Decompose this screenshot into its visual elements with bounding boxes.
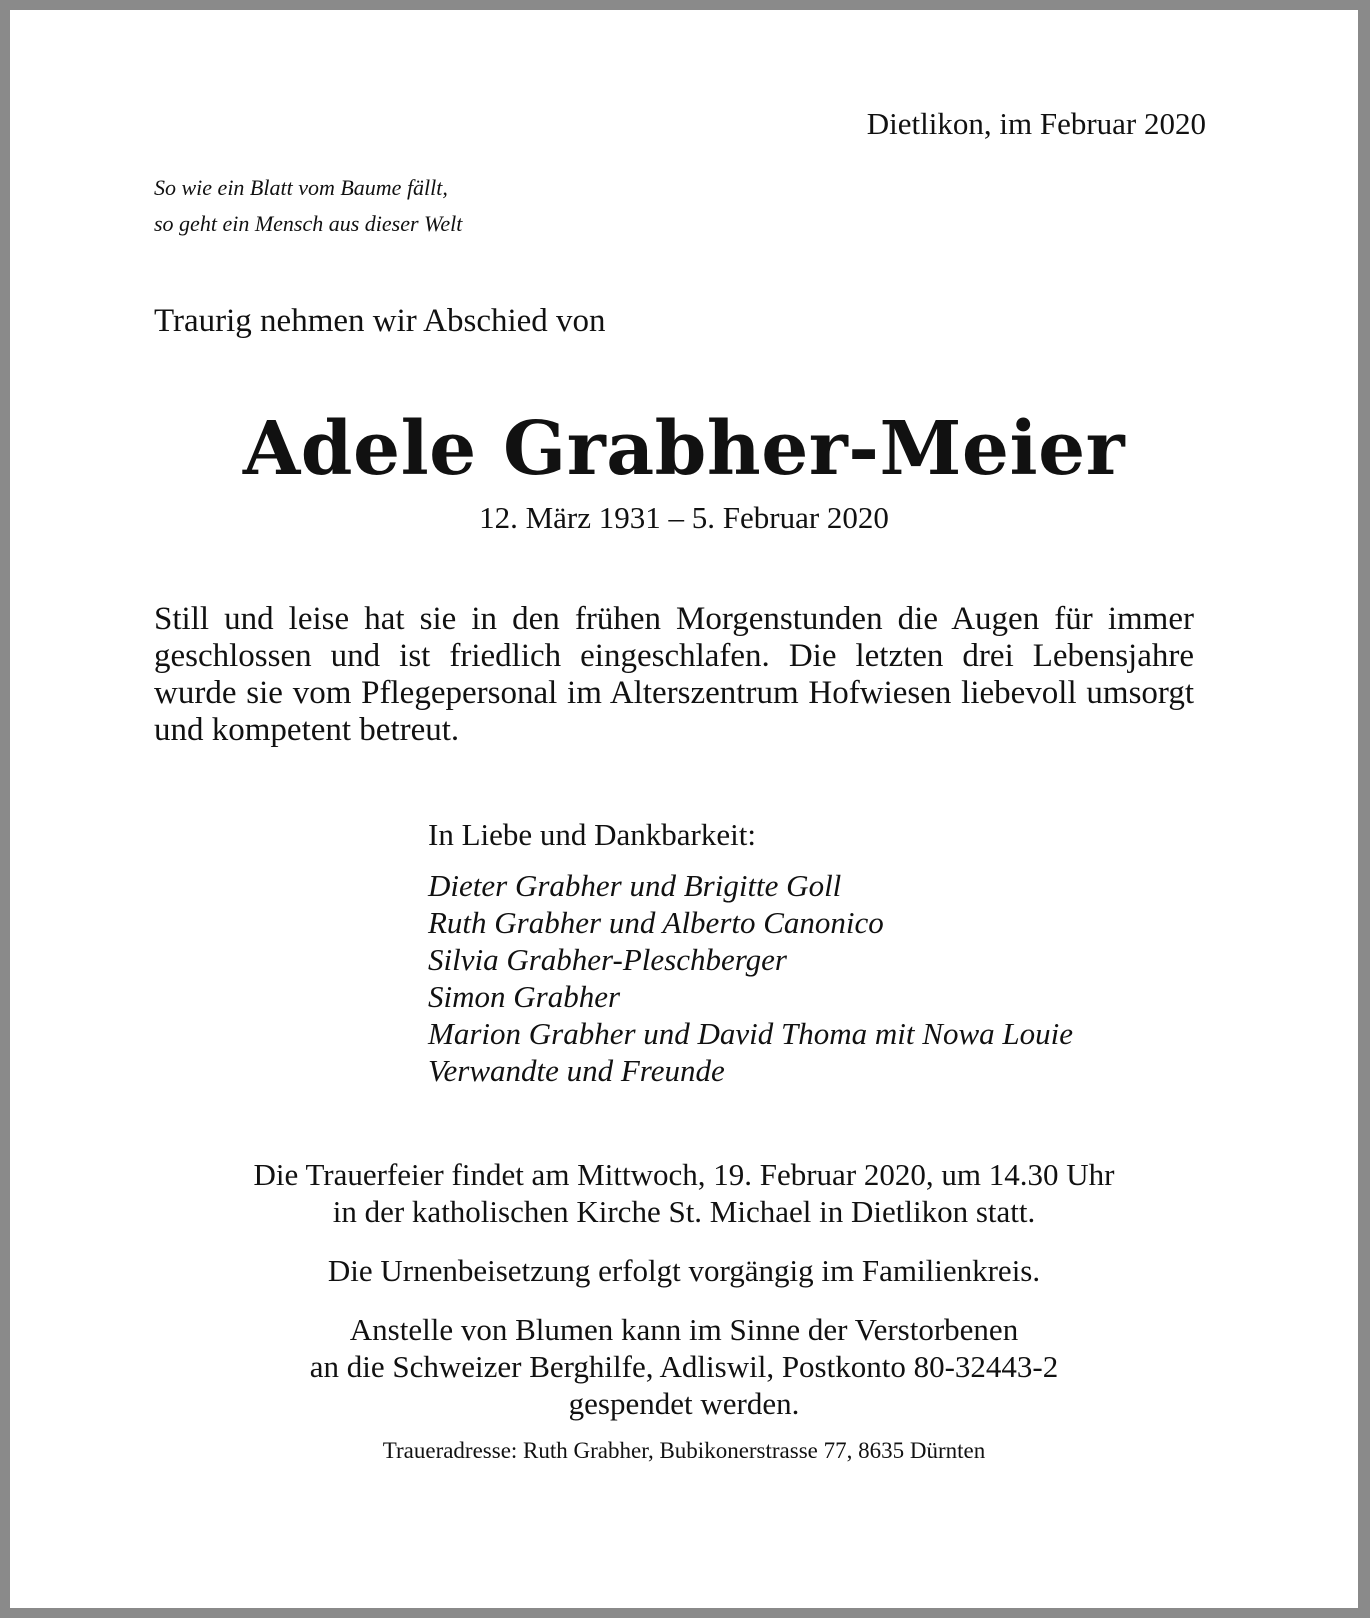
motto-line-2: so geht ein Mensch aus dieser Welt	[154, 211, 463, 236]
mourner-item: Ruth Grabher und Alberto Canonico	[428, 905, 884, 940]
mourning-address: Traueradresse: Ruth Grabher, Bubikonerstrasse 77, 8635 Dürnten	[382, 1438, 986, 1463]
mourner-item: Simon Grabher	[428, 979, 621, 1014]
place-date: Dietlikon, im Februar 2020	[866, 106, 1206, 141]
ceremony-line-2: in der katholischen Kirche St. Michael in Dietlikon statt.	[332, 1194, 1036, 1229]
mourners-list	[428, 867, 1073, 1089]
urn-info	[10, 1252, 1358, 1289]
motto-verse	[154, 170, 462, 242]
lifespan-dates: 12. März 1931 – 5. Februar 2020	[479, 500, 889, 535]
obituary-notice	[10, 10, 1358, 1608]
mourner-item: Dieter Grabher und Brigitte Goll	[428, 868, 842, 903]
donation-line-3: gespendet werden.	[568, 1386, 800, 1421]
mourner-item: Silvia Grabher-Pleschberger	[428, 942, 787, 977]
body-paragraph: Still und leise hat sie in den frühen Morgenstunden die Augen für immer geschlossen und ist friedlich eingeschlafen. Die letzten drei Lebensjahre wurde sie vom Pflegepersonal im Alterszentrum Hofwiesen liebevoll umsorgt und kompetent betreut.	[154, 601, 1194, 748]
mourner-item: Verwandte und Freunde	[428, 1053, 725, 1088]
urn-line: Die Urnenbeisetzung erfolgt vorgängig im Familienkreis.	[327, 1253, 1041, 1288]
donation-info	[10, 1311, 1358, 1422]
ceremony-line-1: Die Trauerfeier findet am Mittwoch, 19. Februar 2020, um 14.30 Uhr	[253, 1157, 1115, 1192]
donation-line-2: an die Schweizer Berghilfe, Adliswil, Postkonto 80-32443-2	[309, 1349, 1059, 1384]
mourner-item: Marion Grabher und David Thoma mit Nowa Louie	[428, 1016, 1073, 1051]
intro-text: Traurig nehmen wir Abschied von	[154, 303, 606, 339]
donation-line-1: Anstelle von Blumen kann im Sinne der Verstorbenen	[349, 1312, 1019, 1347]
thanks-heading: In Liebe und Dankbarkeit:	[428, 817, 756, 852]
motto-line-1: So wie ein Blatt vom Baume fällt,	[154, 175, 448, 200]
ceremony-info	[10, 1156, 1358, 1230]
deceased-name: Adele Grabher-Meier	[242, 406, 1126, 492]
